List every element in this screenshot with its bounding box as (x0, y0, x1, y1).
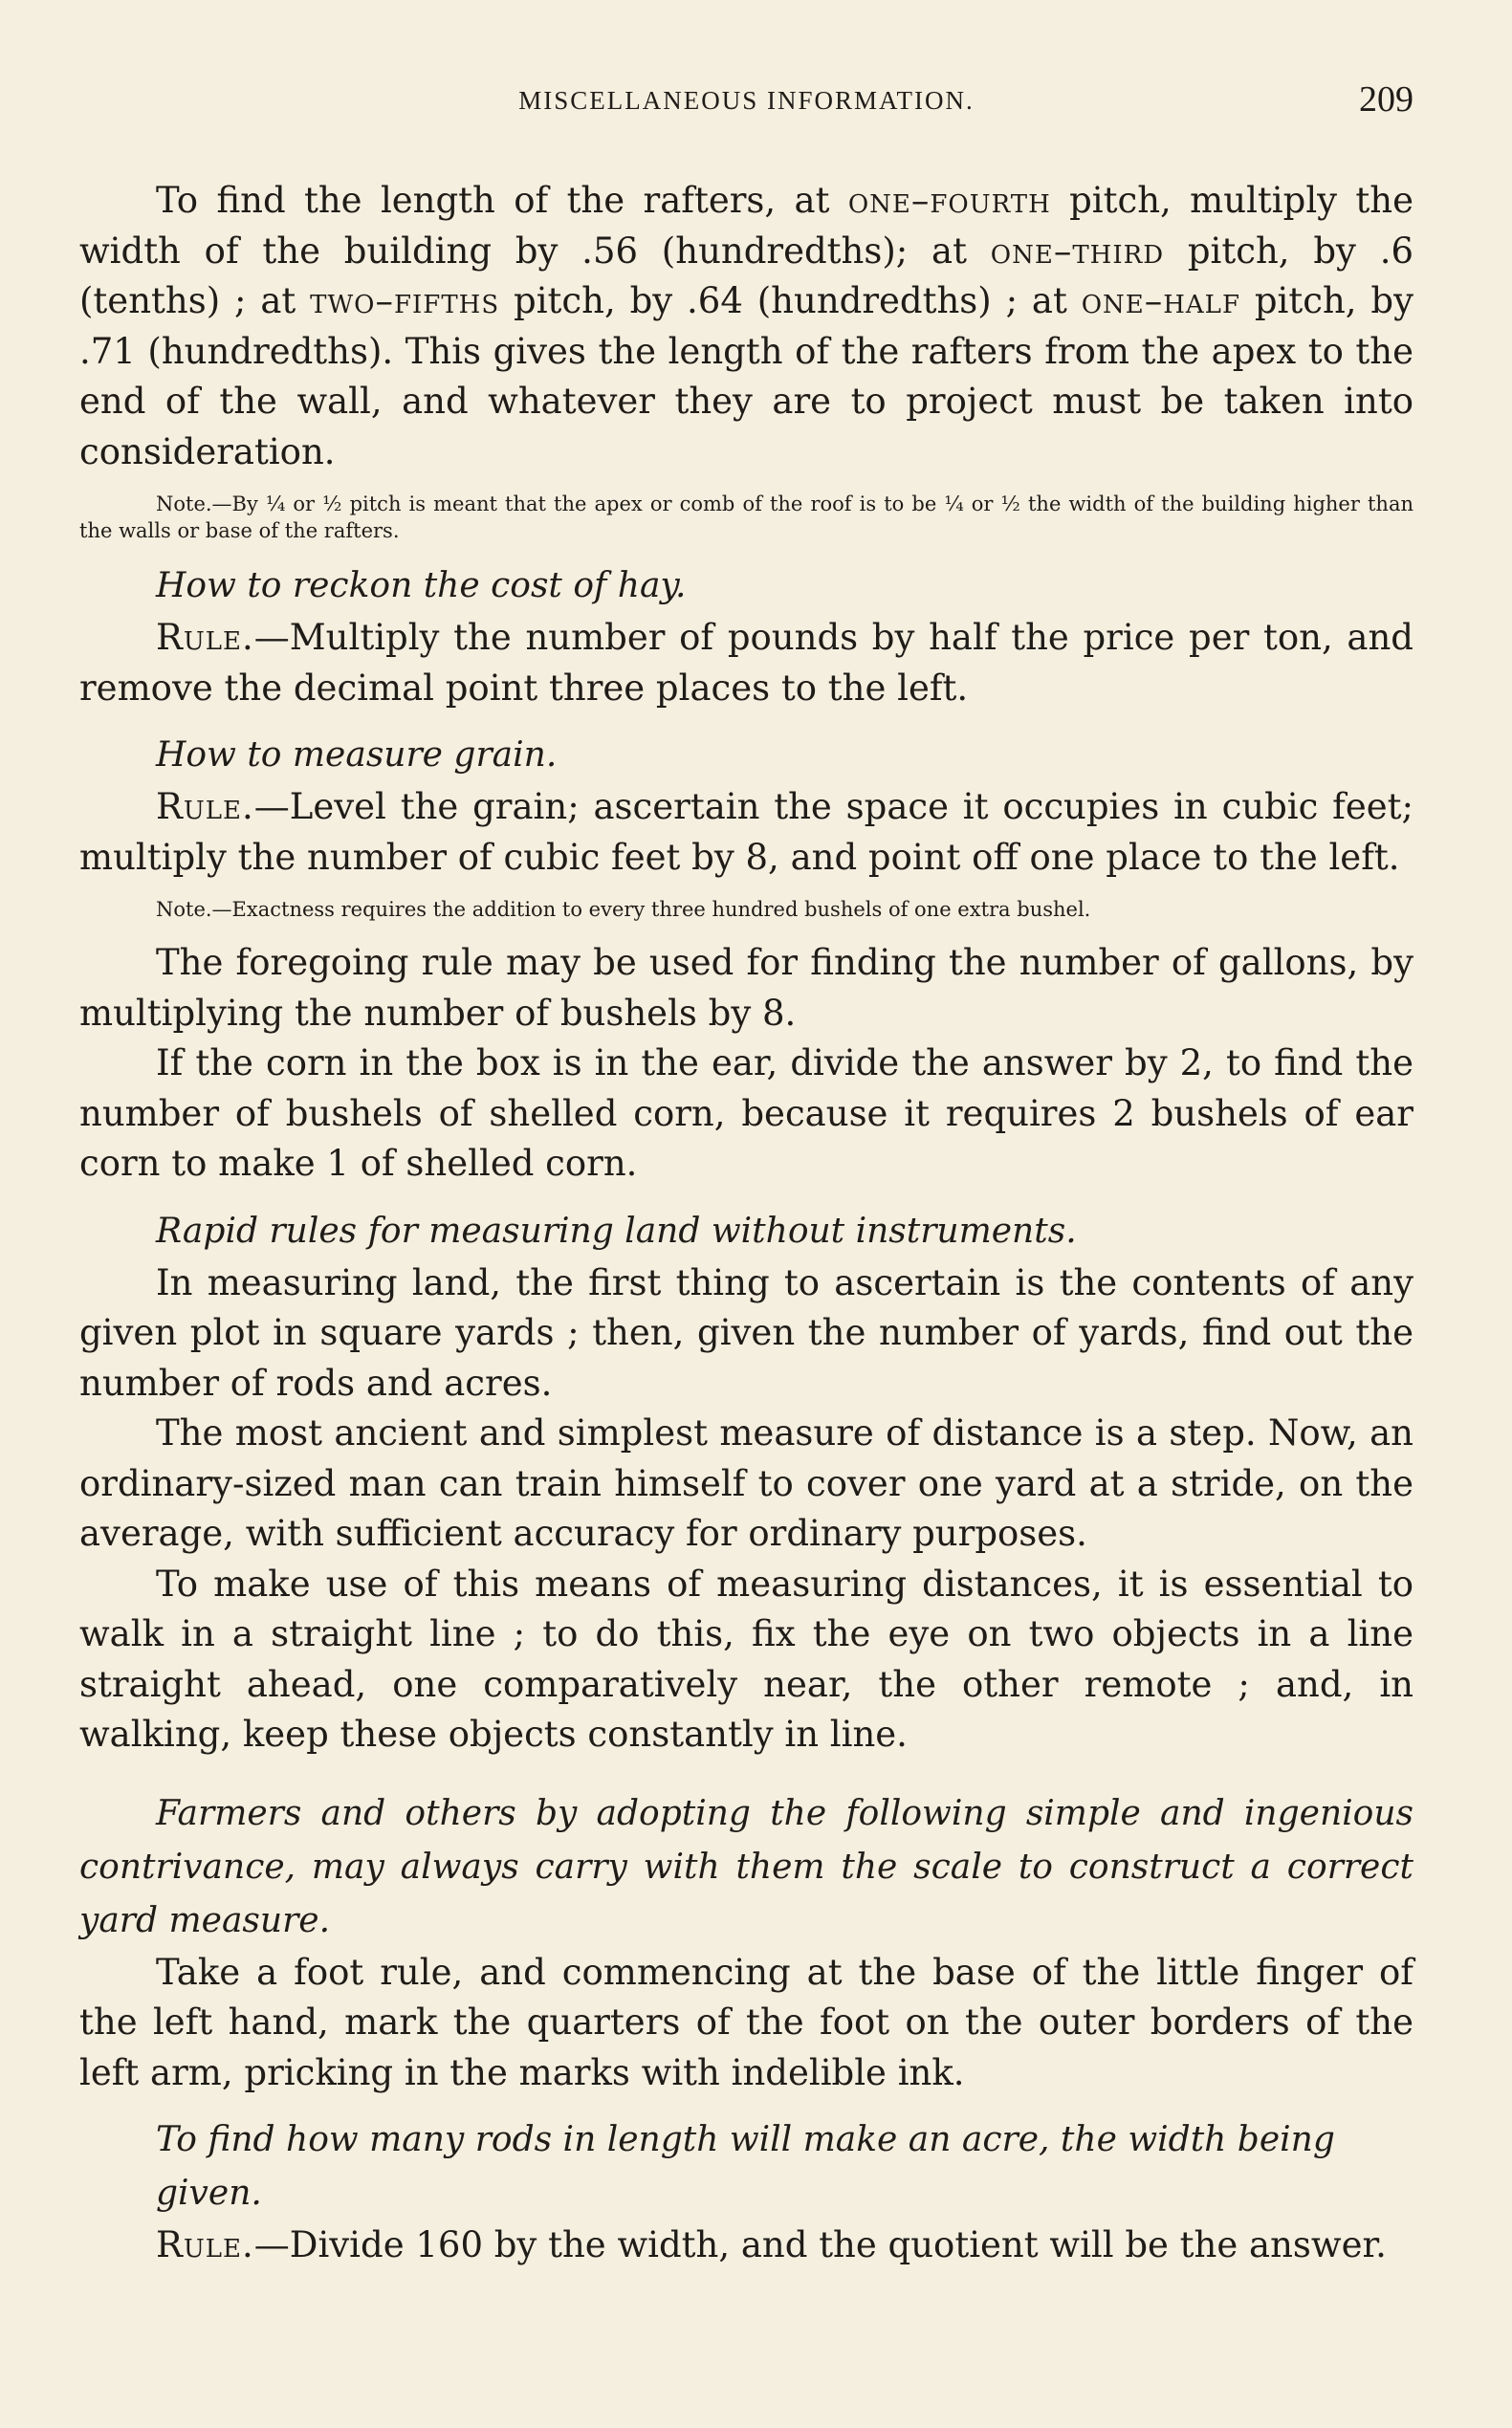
grain-paragraph-gallons: The foregoing rule may be used for finding the number of gallons, by multiplying the number of bushels by 8. (79, 942, 1413, 1034)
rafters-pitch-two-fifths: two–fifths (310, 280, 500, 321)
rafters-pitch-one-third: one–third (990, 230, 1165, 272)
farmers-heading: Farmers and others by adopting the following simple and ingenious contrivance, may always carry with them the scale to construct a correct yard measure. (79, 1793, 1413, 1940)
hay-rule-label: Rule. (156, 617, 254, 658)
farmers-paragraph: Take a foot rule, and commencing at the base of the little finger of the left hand, mark the quarters of the foot on the outer borders of the left arm, pricking in the marks with indelible ink. (79, 1951, 1413, 2093)
rafters-text-3: pitch, by .6 (tenths) ; at (79, 230, 1413, 321)
rafters-paragraph (79, 176, 1413, 477)
rods-rule (79, 2220, 1413, 2271)
grain-paragraph-corn: If the corn in the box is in the ear, divide the answer by 2, to find the number of bushels of shelled corn, because it requires 2 bushels of ear corn to make 1 of shelled corn. (79, 1042, 1413, 1184)
rods-rule-label: Rule. (156, 2224, 254, 2265)
rafters-text-2: pitch, multiply the width of the building by .56 (hundredths); at (79, 180, 1414, 272)
hay-rule (79, 613, 1413, 713)
rafters-text-4: pitch, by .64 (hundredths) ; at (499, 280, 1082, 321)
grain-rule-label: Rule. (156, 786, 254, 827)
book-page (79, 77, 1413, 2271)
page-number: 209 (1359, 79, 1413, 120)
hay-heading: How to reckon the cost of hay. (156, 566, 687, 605)
grain-note: Note.—Exactness requires the addition to every three hundred bushels of one extra bushel. (156, 898, 1091, 921)
rods-rule-text: —Divide 160 by the width, and the quotient will be the answer. (253, 2224, 1387, 2265)
land-heading: Rapid rules for measuring land without instruments. (156, 1211, 1077, 1251)
hay-rule-text: —Multiply the number of pounds by half the price per ton, and remove the decimal point three places to the left. (79, 617, 1413, 709)
rafters-text-1: To find the length of the rafters, at (156, 180, 848, 221)
land-paragraph-2: The most ancient and simplest measure of distance is a step. Now, an ordinary-sized man can train himself to cover one yard at a stride, on the average, with sufficient accuracy for ordinary purposes. (79, 1412, 1413, 1554)
rafters-pitch-one-half: one–half (1081, 280, 1240, 321)
grain-rule-text: —Level the grain; ascertain the space it occupies in cubic feet; multiply the number of cubic feet by 8, and point off one place to the left. (79, 786, 1413, 878)
grain-rule (79, 782, 1413, 883)
rafters-pitch-one-fourth: one–fourth (847, 180, 1051, 221)
grain-heading: How to measure grain. (156, 735, 558, 775)
running-head: MISCELLANEOUS INFORMATION. (518, 86, 975, 115)
page-header (79, 77, 1413, 134)
land-paragraph-1: In measuring land, the first thing to ascertain is the contents of any given plot in square yards ; then, given the number of yards, find out the number of rods and acres. (79, 1261, 1413, 1404)
rafters-text-5: pitch, by .71 (hundredths). This gives the length of the rafters from the apex to the end of the wall, and whatever they are to project must be taken into consideration. (79, 280, 1413, 472)
rods-heading: To find how many rods in length will make an acre, the width being given. (156, 2120, 1335, 2213)
rafters-note: Note.—By ¼ or ½ pitch is meant that the apex or comb of the roof is to be ¼ or ½ the width of the building higher than the walls or base of the rafters. (79, 492, 1413, 542)
land-paragraph-3: To make use of this means of measuring distances, it is essential to walk in a straight line ; to do this, fix the eye on two objects in a line straight ahead, one comparatively near, the other remote ; and, in walking, keep these objects constantly in line. (79, 1563, 1413, 1755)
